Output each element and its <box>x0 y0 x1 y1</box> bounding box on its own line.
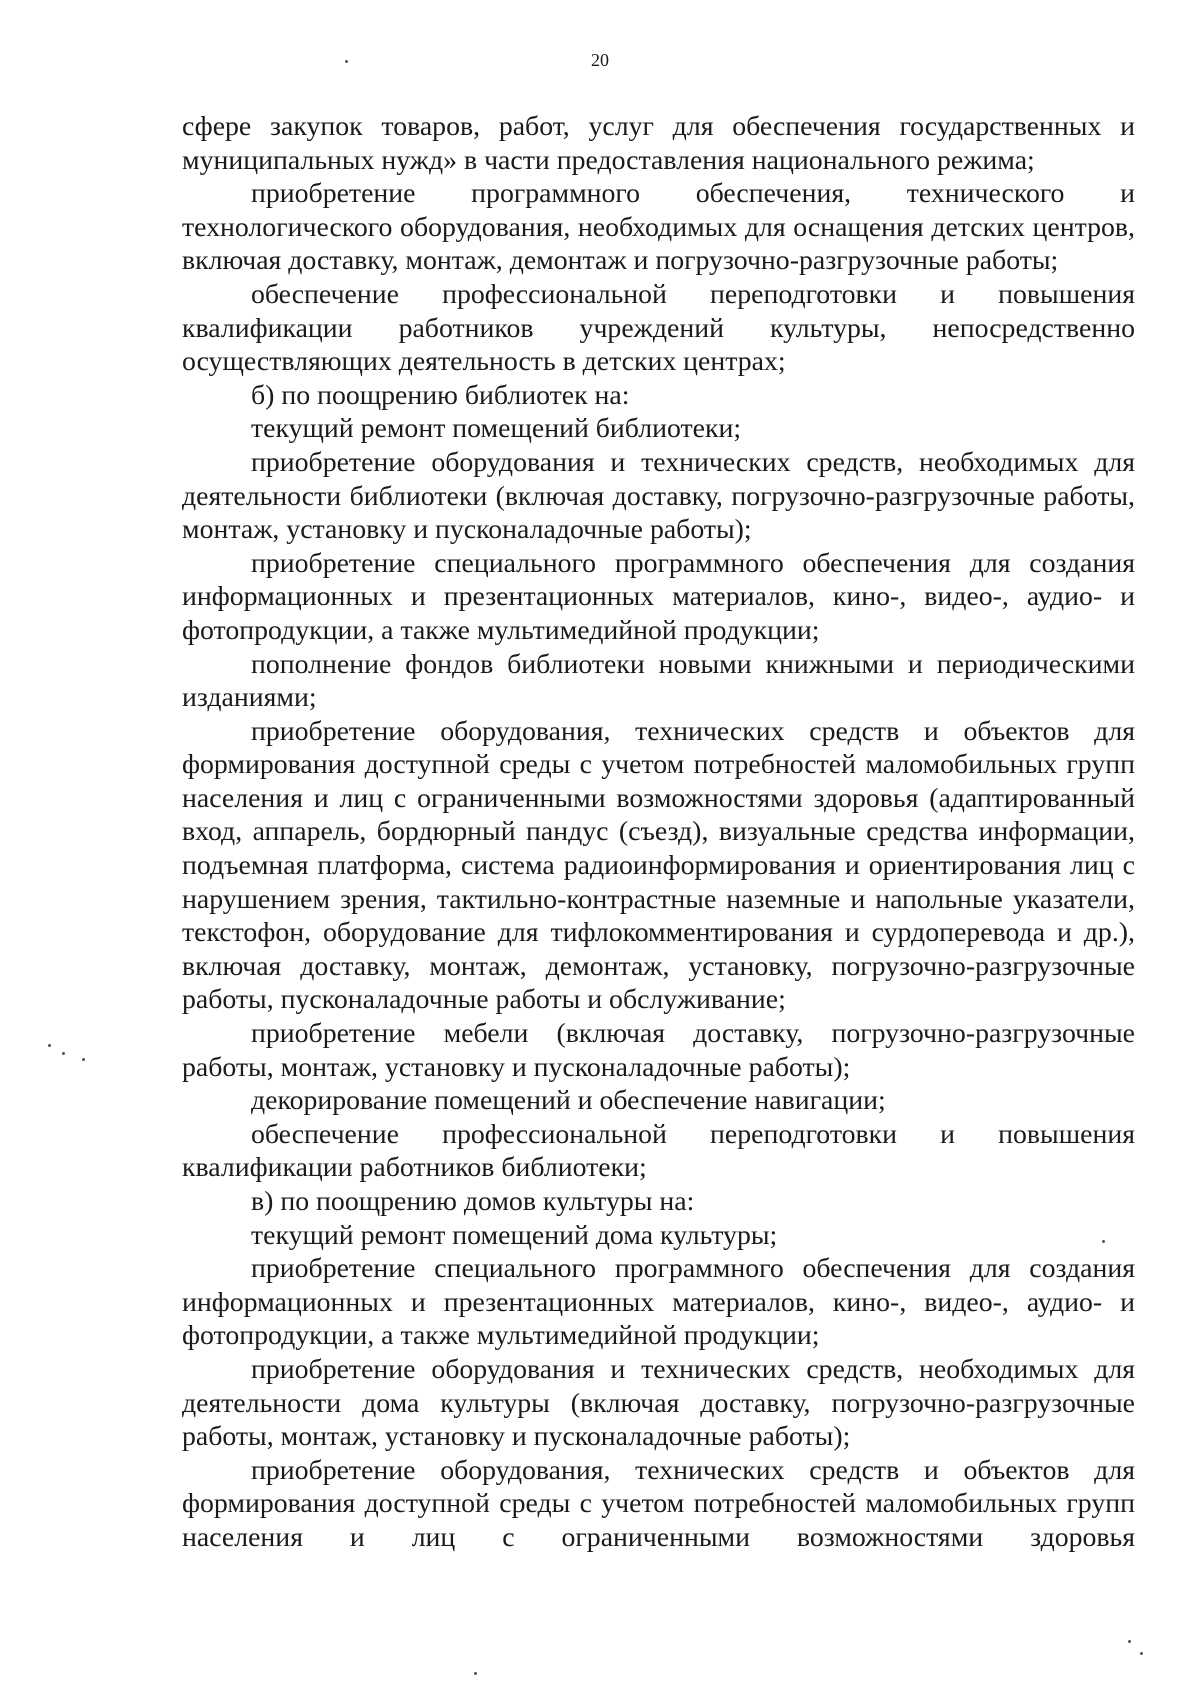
paragraph: приобретение оборудования и технических средств, необходимых для деятельности библиотеки (включая доставку, погрузочно-разгрузочные работы, монтаж, установку и пусконаладочные работы); <box>182 446 1135 546</box>
paragraph: обеспечение профессиональной переподготовки и повышения квалификации работников учреждений культуры, непосредственно осуществляющих деятельность в детских центрах; <box>182 278 1135 378</box>
paragraph: обеспечение профессиональной переподготовки и повышения квалификации работников библиотеки; <box>182 1118 1135 1184</box>
paragraph-continues-next-page: приобретение оборудования, технических средств и объектов для формирования доступной среды с учетом потребностей маломобильных групп населения и лиц с ограниченными возможностями здоровья <box>182 1454 1135 1553</box>
section-heading: б) по поощрению библиотек на: <box>251 379 630 411</box>
paragraph: приобретение оборудования и технических средств, необходимых для деятельности дома культуры (включая доставку, погрузочно-разгрузочные работы, монтаж, установку и пусконаладочные работы); <box>182 1353 1135 1453</box>
scan-speck <box>48 1044 51 1047</box>
section-heading: в) по поощрению домов культуры на: <box>251 1186 695 1217</box>
paragraph: приобретение мебели (включая доставку, погрузочно-разгрузочные работы, монтаж, установку и пусконаладочные работы); <box>182 1018 1135 1083</box>
scan-speck <box>1140 1652 1143 1655</box>
paragraph: приобретение оборудования, технических средств и объектов для формирования доступной среды с учетом потребностей маломобильных групп населения и лиц с ограниченными возможностями здоровья (адаптированный вход, аппарель, бордюрный пандус (съезд), визуальные средства информации, подъемная платформа, система радиоинформирования и ориентирования лиц с нарушением зрения, тактильно-контрастные наземные и напольные указатели, текстофон, оборудование для тифлокомментирования и сурдоперевода и др.), включая доставку, монтаж, демонтаж, установку, погрузочно-разгрузочные работы, пусконаладочные работы и обслуживание; <box>182 715 1135 1016</box>
paragraph-continuation: сфере закупок товаров, работ, услуг для обеспечения государственных и муниципальных нужд» в части предоставления национального режима; <box>182 111 1135 176</box>
scan-speck <box>474 1672 477 1675</box>
scan-speck <box>62 1052 65 1055</box>
scan-speck <box>345 60 348 63</box>
paragraph: приобретение программного обеспечения, технического и технологического оборудования, необходимых для оснащения детских центров, включая доставку, монтаж, демонтаж и погрузочно-разгрузочные работы; <box>182 178 1135 277</box>
page-number: 20 <box>591 50 609 70</box>
paragraph: текущий ремонт помещений дома культуры; <box>251 1219 778 1251</box>
paragraph: текущий ремонт помещений библиотеки; <box>251 413 742 445</box>
paragraph: декорирование помещений и обеспечение навигации; <box>251 1085 886 1117</box>
paragraph: приобретение специального программного обеспечения для создания информационных и презентационных материалов, кино-, видео-, аудио- и фотопродукции, а также мультимедийной продукции; <box>182 1253 1135 1352</box>
document-body <box>182 110 1135 1555</box>
paragraph: приобретение специального программного обеспечения для создания информационных и презентационных материалов, кино-, видео-, аудио- и фотопродукции, а также мультимедийной продукции; <box>182 547 1135 646</box>
scan-speck <box>1128 1640 1131 1643</box>
scan-speck <box>82 1058 85 1061</box>
scan-speck <box>1102 1240 1105 1243</box>
paragraph: пополнение фондов библиотеки новыми книжными и периодическими изданиями; <box>182 648 1135 714</box>
